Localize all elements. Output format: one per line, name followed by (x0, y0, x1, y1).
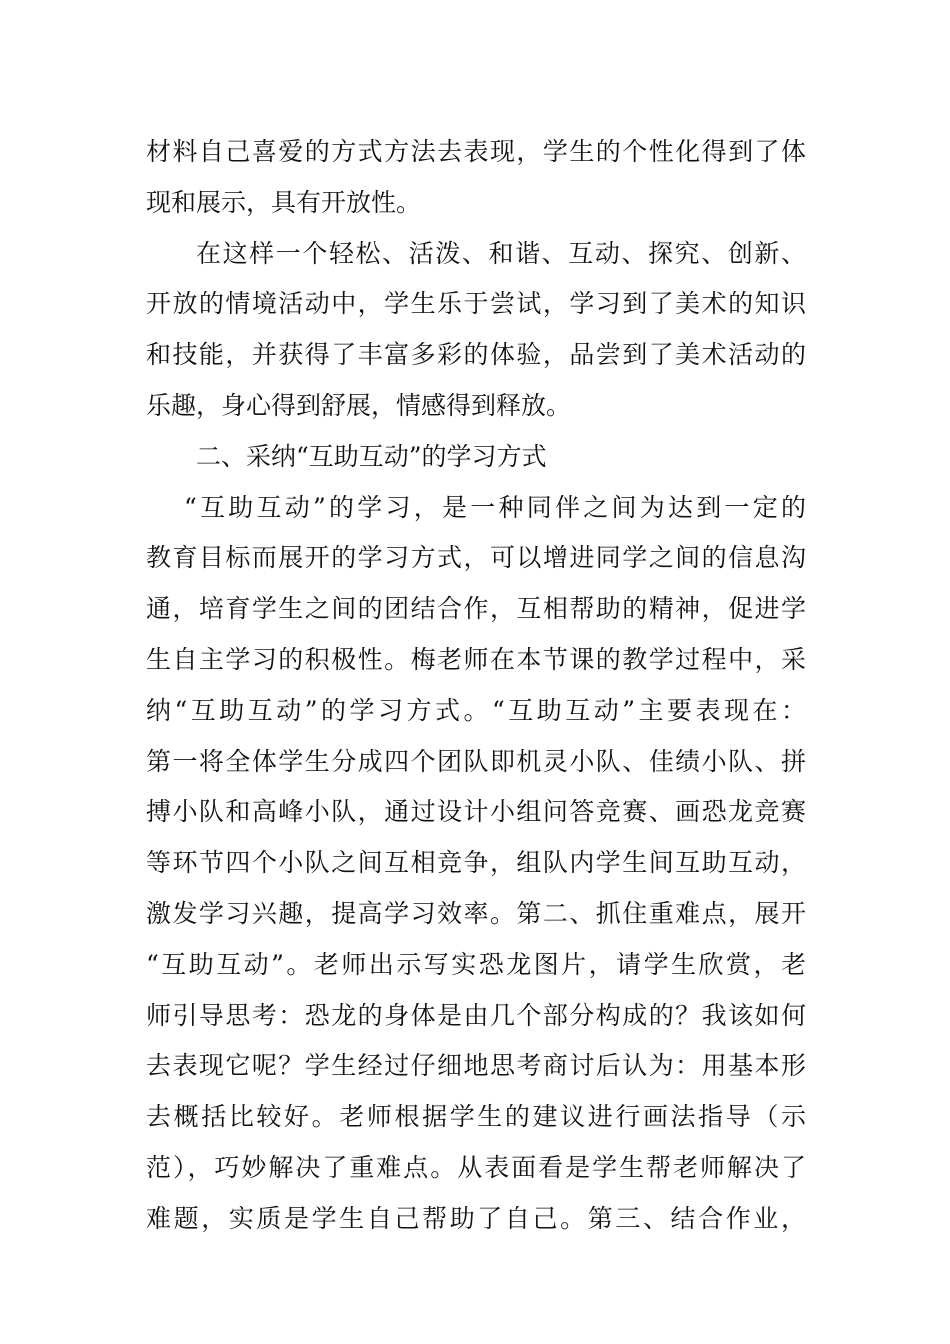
body-text (146, 127, 806, 1245)
text-line: 去表现它呢？学生经过仔细地思考商讨后认为：用基本形 (146, 1051, 806, 1081)
text-line: 搏小队和高峰小队，通过设计小组问答竞赛、画恐龙竞赛 (146, 797, 806, 827)
text-line: 开放的情境活动中，学生乐于尝试，学习到了美术的知识 (146, 289, 806, 319)
text-line: “互助互动”的学习，是一种同伴之间为达到一定的 (184, 492, 806, 522)
text-line: 去概括比较好。老师根据学生的建议进行画法指导（示 (146, 1102, 806, 1132)
text-line: 和技能，并获得了丰富多彩的体验，品尝到了美术活动的 (146, 340, 806, 370)
text-line: 激发学习兴趣，提高学习效率。第二、抓住重难点，展开 (146, 898, 806, 928)
text-line: 等环节四个小队之间互相竞争，组队内学生间互助互动， (146, 848, 806, 878)
section-heading: 二、采纳“互助互动”的学习方式 (196, 441, 547, 471)
text-line: 纳“互助互动”的学习方式。“互助互动”主要表现在： (146, 695, 806, 725)
text-line: 现和展示，具有开放性。 (146, 187, 422, 217)
text-line: 第一将全体学生分成四个团队即机灵小队、佳绩小队、拼 (146, 746, 806, 776)
text-line: 难题，实质是学生自己帮助了自己。第三、结合作业， (146, 1203, 806, 1233)
text-line: 在这样一个轻松、活泼、和谐、互动、探究、创新、 (196, 238, 806, 268)
text-line: 生自主学习的积极性。梅老师在本节课的教学过程中，采 (146, 644, 806, 674)
text-line: 师引导思考：恐龙的身体是由几个部分构成的？我该如何 (146, 1000, 806, 1030)
text-line: 通，培育学生之间的团结合作，互相帮助的精神，促进学 (146, 594, 806, 624)
text-line: 材料自己喜爱的方式方法去表现，学生的个性化得到了体 (146, 137, 806, 166)
text-line: 乐趣，身心得到舒展，情感得到释放。 (146, 390, 572, 420)
text-line: “互助互动”。老师出示写实恐龙图片，请学生欣赏，老 (146, 949, 806, 979)
text-line: 教育目标而展开的学习方式，可以增进同学之间的信息沟 (146, 543, 806, 573)
text-line: 范），巧妙解决了重难点。从表面看是学生帮老师解决了 (146, 1152, 806, 1182)
